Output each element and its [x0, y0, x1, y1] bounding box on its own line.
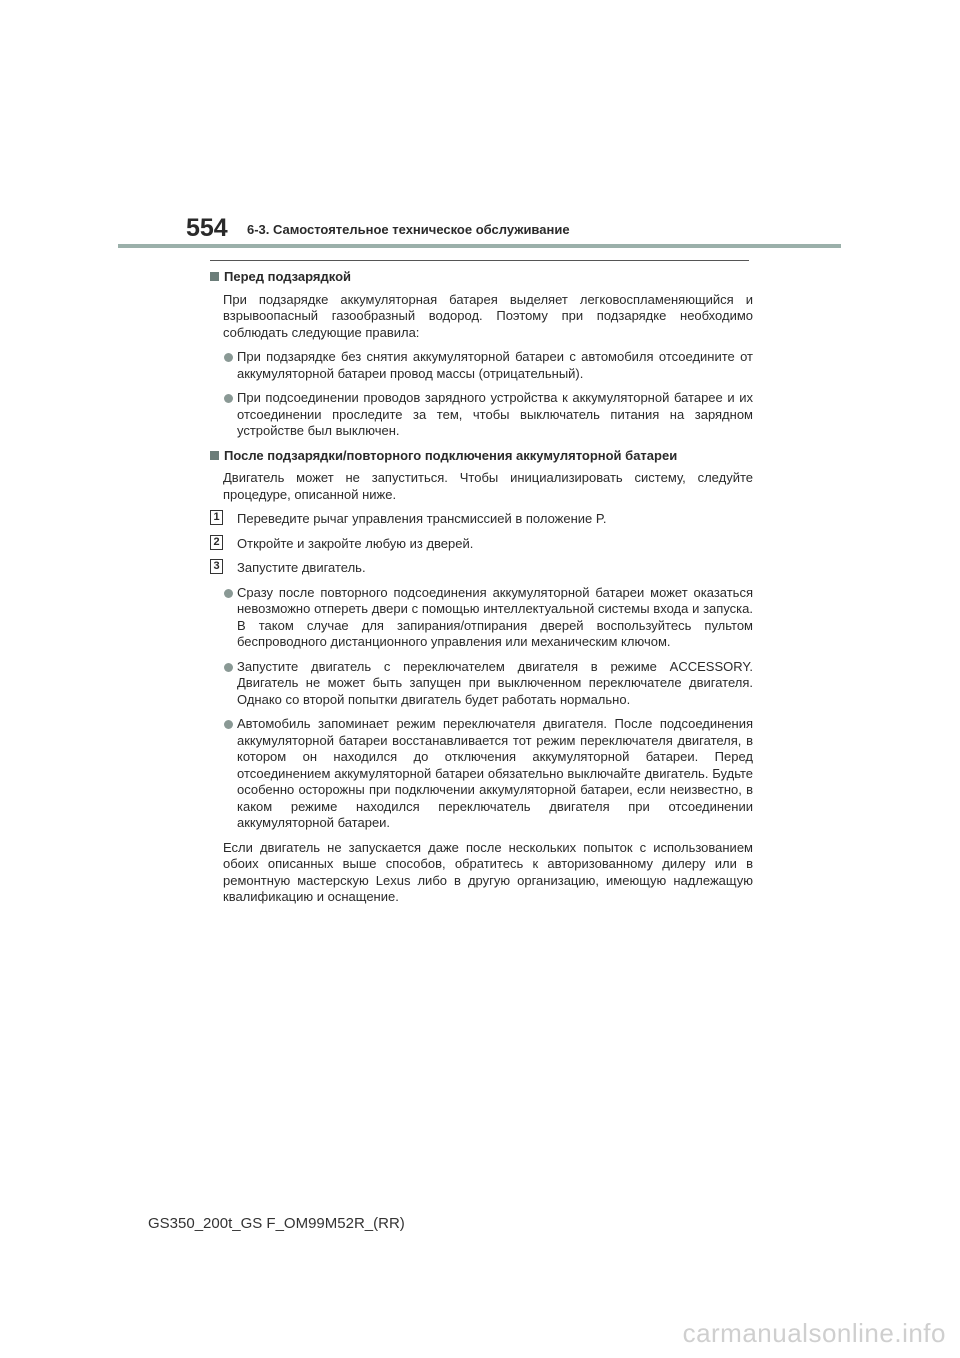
square-bullet-icon: [210, 451, 219, 460]
step-number-badge: 2: [210, 535, 223, 550]
list-item: [223, 716, 753, 832]
bullet-text: Автомобиль запоминает режим переключателя двигателя. После подсоединения аккумуляторной батареи восстанавливается тот режим переключателя двигателя, в котором он находился до отключения аккумуляторной батареи. Перед отсоединением аккумуляторной батареи обязательно выключайте двигатель. Будьте особенно осторожны при подключении аккумуляторной батареи, если неизвестно, в каком режиме находился переключатель двигателя при отсоединении аккумуляторной батареи.: [237, 716, 753, 830]
circle-bullet-icon: [224, 353, 233, 362]
heading-text: Перед подзарядкой: [224, 269, 352, 284]
section-title: 6-3. Самостоятельное техническое обслуживание: [247, 222, 570, 237]
circle-bullet-icon: [224, 663, 233, 672]
section-heading-before-charging: [210, 269, 753, 286]
square-bullet-icon: [210, 272, 219, 281]
list-item: [223, 390, 753, 440]
list-item: [223, 349, 753, 382]
page-number: 554: [186, 214, 228, 242]
step-item: [210, 511, 753, 528]
list-item: [223, 585, 753, 651]
circle-bullet-icon: [224, 394, 233, 403]
intro-paragraph: При подзарядке аккумуляторная батарея выделяет легковоспламеняющийся и взрывоопасный газообразный водород. Поэтому при подзарядке необходимо соблюдать следующие правила:: [223, 291, 753, 340]
heading-text: После подзарядки/повторного подключения аккумуляторной батареи: [224, 447, 678, 463]
step-text: Переведите рычаг управления трансмиссией в положение P.: [237, 511, 607, 526]
intro-paragraph: Двигатель может не запуститься. Чтобы инициализировать систему, следуйте процедуре, описанной ниже.: [223, 470, 753, 502]
step-number-badge: 3: [210, 559, 223, 574]
step-text: Откройте и закройте любую из дверей.: [237, 535, 474, 551]
bullet-text: Запустите двигатель с переключателем двигателя в режиме ACCESSORY. Двигатель не может быть запущен при выключенном переключателе двигателя. Однако со второй попытки двигатель будет работать нормально.: [237, 658, 753, 707]
bullet-text: При подзарядке без снятия аккумуляторной батареи с автомобиля отсоедините от аккумуляторной батареи провод массы (отрицательный).: [237, 349, 753, 381]
main-content: [210, 269, 753, 914]
closing-paragraph: Если двигатель не запускается даже после нескольких попыток с использованием обоих описанных выше способов, обратитесь к авторизованному дилеру или в ремонтную мастерскую Lexus либо в другую организацию, имеющую надлежащую квалификацию и оснащение.: [223, 839, 753, 904]
step-item: [210, 560, 753, 577]
section-heading-after-charging: [210, 448, 753, 465]
list-item: [223, 659, 753, 709]
content-top-divider: [210, 260, 749, 261]
watermark: carmanualsonline.info: [682, 1318, 946, 1348]
step-item: [210, 536, 753, 553]
bullet-text: Сразу после повторного подсоединения аккумуляторной батареи может оказаться невозможно отпереть двери с помощью интеллектуальной системы входа и запуска. В таком случае для запирания/отпирания дверей воспользуйтесь пультом беспроводного дистанционного управления или механическим ключом.: [237, 584, 753, 649]
step-number-badge: 1: [210, 510, 223, 525]
circle-bullet-icon: [224, 720, 233, 729]
circle-bullet-icon: [224, 589, 233, 598]
step-text: Запустите двигатель.: [237, 560, 366, 575]
bullet-text: При подсоединении проводов зарядного устройства к аккумуляторной батарее и их отсоединении проследите за тем, чтобы выключатель питания на зарядном устройстве был выключен.: [237, 390, 753, 438]
header-divider: [118, 244, 841, 248]
document-code-footer: GS350_200t_GS F_OM99M52R_(RR): [148, 1215, 405, 1232]
